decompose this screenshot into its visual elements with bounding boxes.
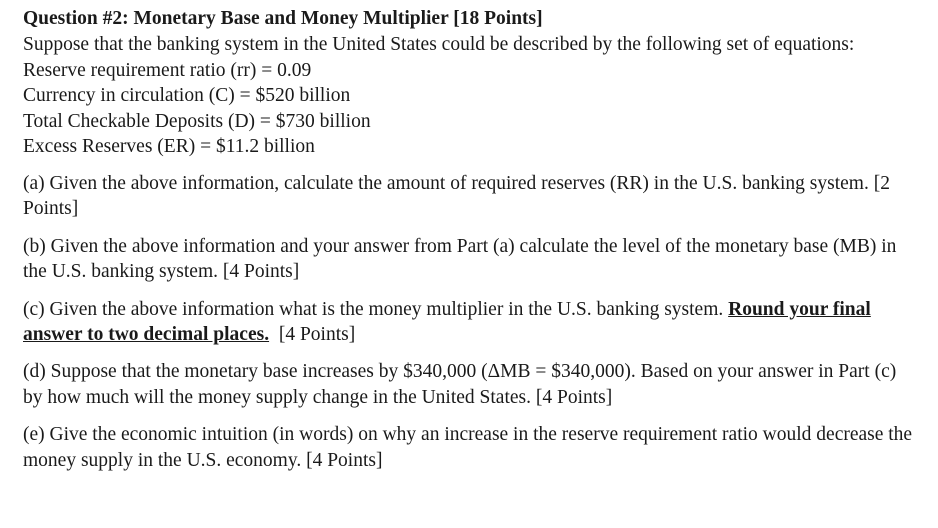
equation-deposits: Total Checkable Deposits (D) = $730 billion	[23, 110, 371, 132]
part-d: (d) Suppose that the monetary base increases by $340,000 (ΔMB = $340,000). Based on your answer in Part (c) by how much will the money supply change in the United States. [4 Points]	[23, 361, 897, 408]
equation-currency: Currency in circulation (C) = $520 billion	[23, 85, 351, 107]
part-c	[23, 297, 913, 348]
part-c-rounding-instruction: Round your final answer to two decimal places.	[23, 298, 871, 345]
question-title: Question #2: Monetary Base and Money Multiplier [18 Points]	[23, 8, 543, 29]
equation-excess-reserves: Excess Reserves (ER) = $11.2 billion	[23, 136, 315, 158]
part-b: (b) Given the above information and your answer from Part (a) calculate the level of the monetary base (MB) in the U.S. banking system. [4 Points]	[23, 235, 897, 283]
question-intro: Suppose that the banking system in the United States could be described by the following set of equations:	[23, 34, 855, 55]
part-c-points: [4 Points]	[269, 324, 356, 345]
equation-reserve-ratio: Reserve requirement ratio (rr) = 0.09	[23, 59, 312, 81]
part-a: (a) Given the above information, calculate the amount of required reserves (RR) in the U.S. banking system. [2 Points]	[23, 172, 890, 220]
part-c-text: (c) Given the above information what is the money multiplier in the U.S. banking system.	[23, 298, 729, 320]
part-e: (e) Give the economic intuition (in words) on why an increase in the reserve requirement ratio would decrease the money supply in the U.S. economy. [4 Points]	[23, 424, 913, 471]
